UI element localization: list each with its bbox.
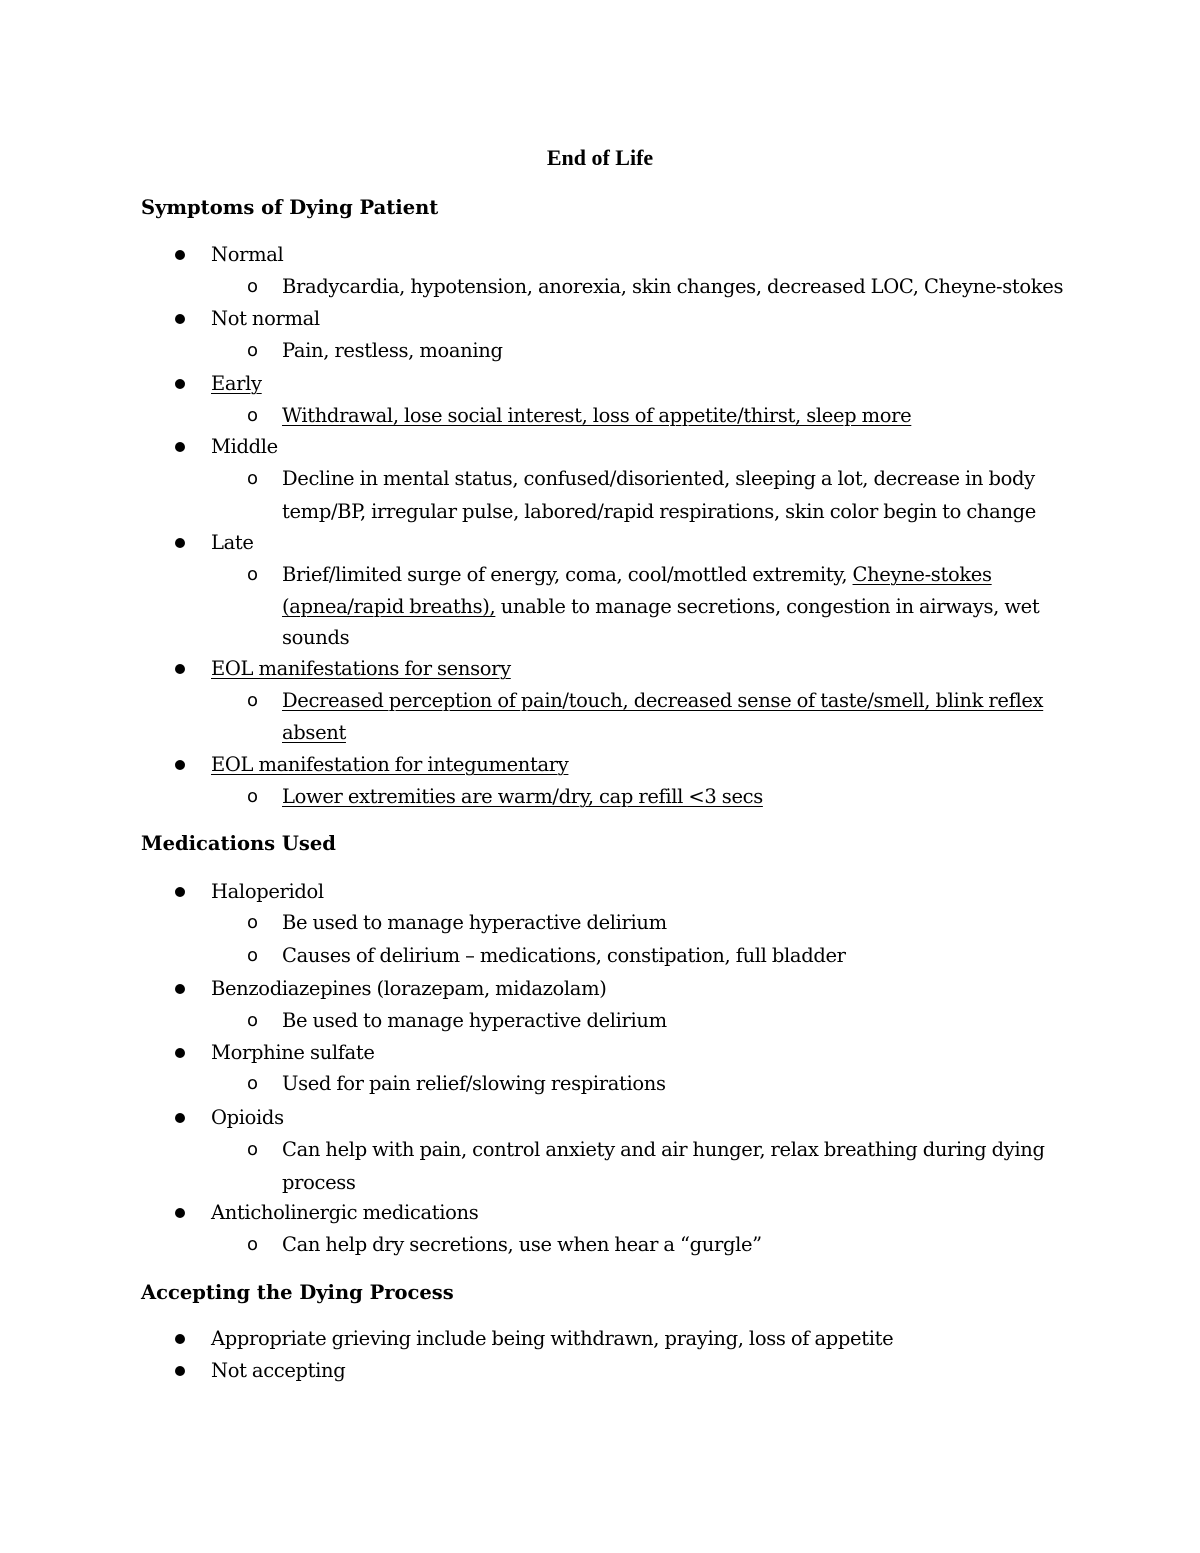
list-item-anticholinergic: Anticholinergic medications: [211, 1201, 479, 1224]
sub-item-anticholinergic: Can help dry secretions, use when hear a “gurgle”: [282, 1233, 762, 1256]
sub-bullet-marker: o: [247, 786, 259, 807]
late-line1-text: Brief/limited surge of energy, coma, cool/mottled extremity,: [282, 563, 853, 586]
sub-item-middle-line2: temp/BP, irregular pulse, labored/rapid respirations, skin color begin to change: [282, 500, 1036, 523]
bullet: [175, 984, 185, 994]
bullet: [175, 314, 185, 324]
list-item-benzodiazepines: Benzodiazepines (lorazepam, midazolam): [211, 977, 607, 1000]
sub-bullet-marker: o: [247, 1234, 259, 1255]
sub-bullet-marker: o: [247, 405, 259, 426]
sub-item-opioids-line2: process: [282, 1171, 356, 1194]
sub-bullet-marker: o: [247, 564, 259, 585]
list-item-late: Late: [211, 531, 254, 554]
list-item-not-normal: Not normal: [211, 307, 320, 330]
bullet: [175, 538, 185, 548]
bullet: [175, 442, 185, 452]
sub-item-late-line2: [282, 594, 1039, 620]
list-item-integumentary: EOL manifestation for integumentary: [211, 753, 569, 776]
bullet: [175, 379, 185, 389]
sub-bullet-marker: o: [247, 1073, 259, 1094]
list-item-morphine: Morphine sulfate: [211, 1041, 375, 1064]
sub-item-integumentary: Lower extremities are warm/dry, cap refill <3 secs: [282, 785, 763, 808]
sub-item-middle-line1: Decline in mental status, confused/disoriented, sleeping a lot, decrease in body: [282, 467, 1035, 490]
bullet: [175, 1208, 185, 1218]
sub-bullet-marker: o: [247, 340, 259, 361]
list-item-early: Early: [211, 372, 262, 395]
sub-bullet-marker: o: [247, 945, 259, 966]
bullet: [175, 760, 185, 770]
sub-item-haloperidol-1: Be used to manage hyperactive delirium: [282, 911, 667, 934]
section-heading-medications: Medications Used: [141, 832, 336, 855]
sub-item-late-line3: sounds: [282, 626, 350, 649]
sub-item-normal: Bradycardia, hypotension, anorexia, skin changes, decreased LOC, Cheyne-stokes: [282, 275, 1064, 298]
bullet: [175, 1048, 185, 1058]
bullet: [175, 1366, 185, 1376]
bullet: [175, 250, 185, 260]
sub-item-opioids-line1: Can help with pain, control anxiety and air hunger, relax breathing during dying: [282, 1138, 1045, 1161]
bullet: [175, 887, 185, 897]
sub-item-benzodiazepines: Be used to manage hyperactive delirium: [282, 1009, 667, 1032]
list-item-normal: Normal: [211, 243, 284, 266]
sub-item-sensory-line1: Decreased perception of pain/touch, decreased sense of taste/smell, blink reflex: [282, 689, 1044, 712]
list-item-haloperidol: Haloperidol: [211, 880, 324, 903]
late-line2-underlined: (apnea/rapid breaths),: [282, 595, 496, 618]
sub-item-late-line1: [282, 562, 992, 588]
list-item-sensory: EOL manifestations for sensory: [211, 657, 511, 680]
sub-bullet-marker: o: [247, 1010, 259, 1031]
sub-bullet-marker: o: [247, 276, 259, 297]
list-item-appropriate-grieving: Appropriate grieving include being withdrawn, praying, loss of appetite: [211, 1327, 894, 1350]
bullet: [175, 1334, 185, 1344]
sub-item-not-normal: Pain, restless, moaning: [282, 339, 503, 362]
bullet: [175, 1113, 185, 1123]
sub-bullet-marker: o: [247, 1139, 259, 1160]
sub-item-haloperidol-2: Causes of delirium – medications, constipation, full bladder: [282, 944, 846, 967]
late-line2-text: unable to manage secretions, congestion in airways, wet: [495, 595, 1040, 618]
bullet: [175, 664, 185, 674]
section-heading-accepting: Accepting the Dying Process: [141, 1281, 454, 1304]
sub-bullet-marker: o: [247, 468, 259, 489]
sub-item-early: Withdrawal, lose social interest, loss of appetite/thirst, sleep more: [282, 404, 912, 427]
sub-bullet-marker: o: [247, 912, 259, 933]
list-item-middle: Middle: [211, 435, 278, 458]
sub-item-morphine: Used for pain relief/slowing respirations: [282, 1072, 666, 1095]
list-item-opioids: Opioids: [211, 1106, 284, 1129]
list-item-not-accepting: Not accepting: [211, 1359, 346, 1382]
section-heading-symptoms: Symptoms of Dying Patient: [141, 196, 439, 219]
sub-item-sensory-line2: absent: [282, 721, 346, 744]
page-title: End of Life: [546, 145, 654, 170]
sub-bullet-marker: o: [247, 690, 259, 711]
late-line1-underlined: Cheyne-stokes: [852, 563, 992, 586]
